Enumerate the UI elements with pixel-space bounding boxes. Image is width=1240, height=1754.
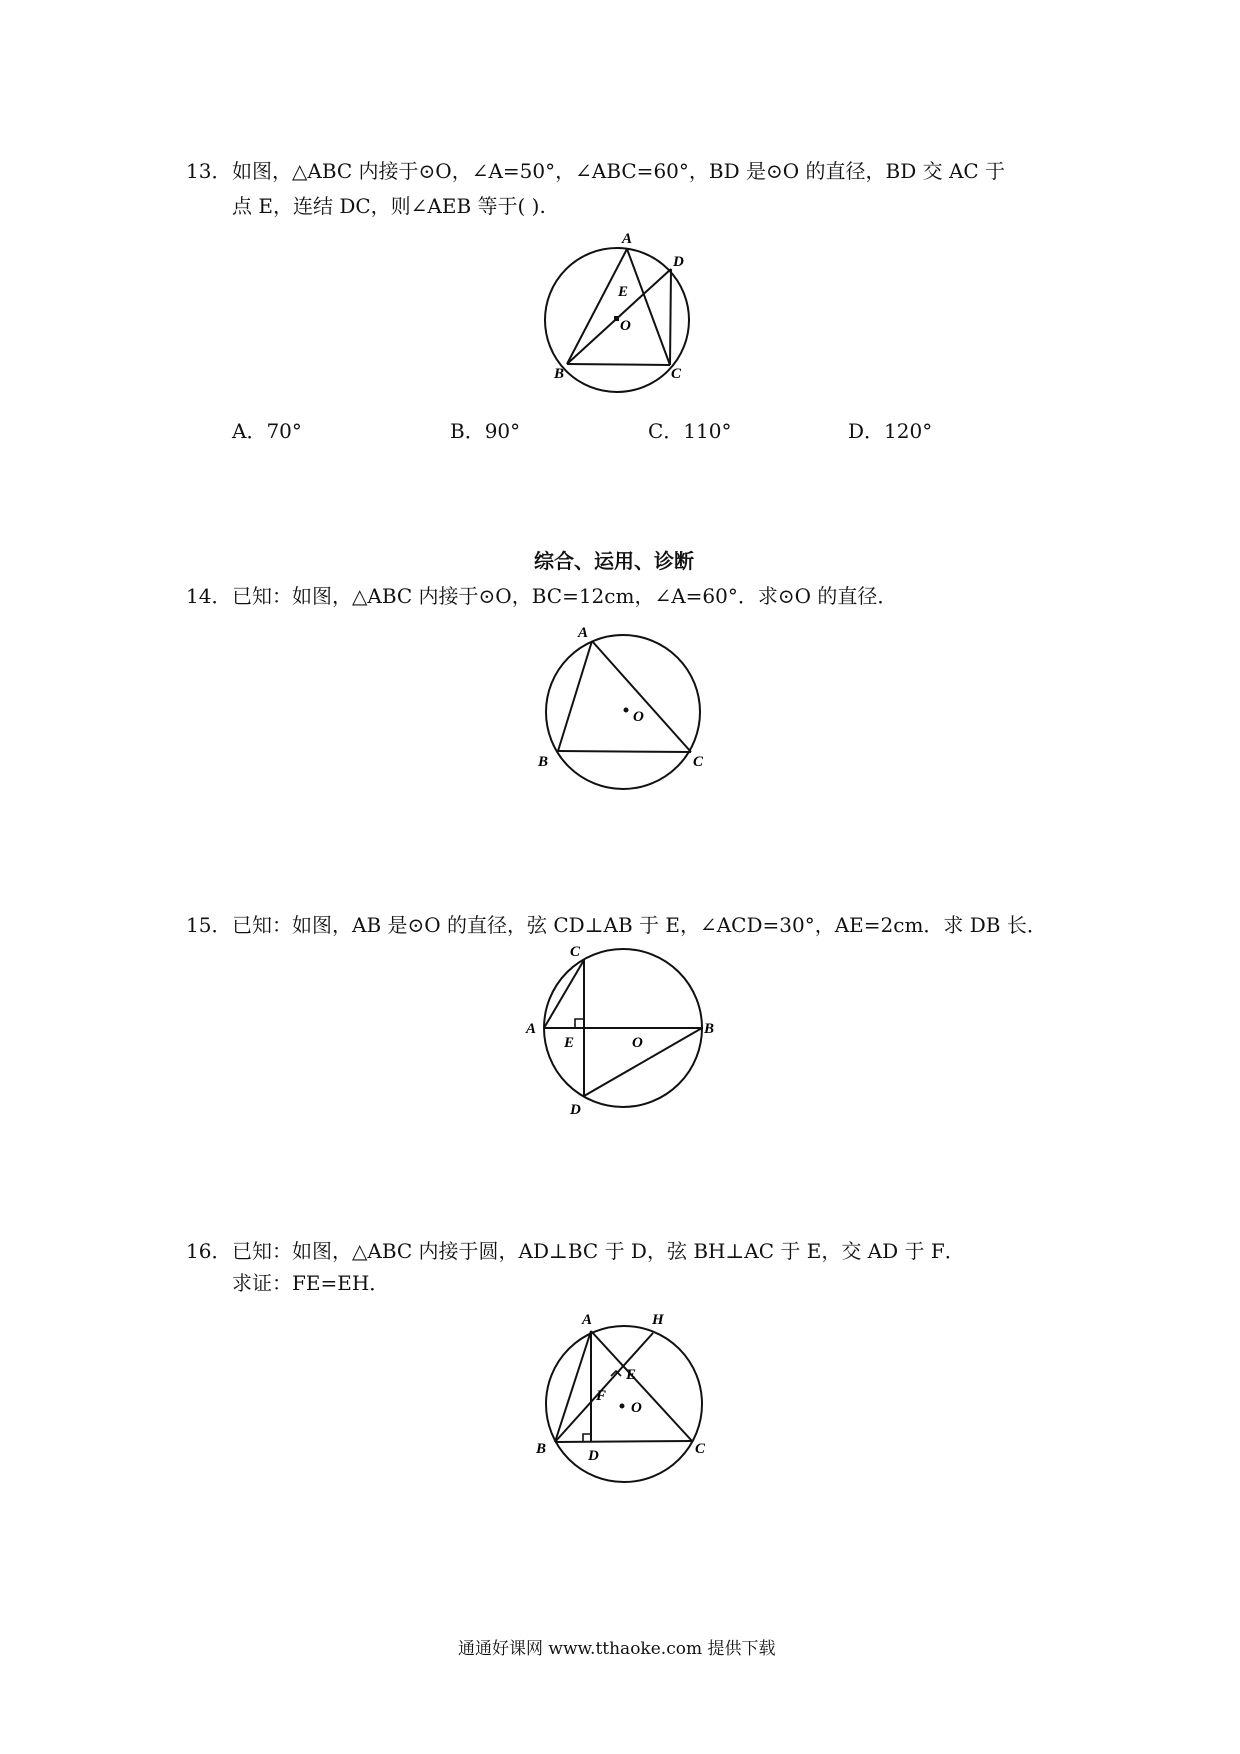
q14-segment-BC	[558, 751, 691, 752]
q16-label-C: C	[695, 1441, 706, 1457]
q13-segment-DC	[670, 269, 671, 365]
q14-label-C: C	[693, 754, 704, 770]
q13-number: 13．	[186, 159, 232, 183]
q16-segment-AB	[555, 1331, 591, 1442]
q13-label-E: E	[618, 284, 629, 300]
q13-label-A: A	[622, 231, 633, 247]
q16-label-A: A	[582, 1312, 593, 1328]
q15-label-O: O	[632, 1035, 643, 1051]
q15-label-E: E	[564, 1035, 575, 1051]
q16-label-H: H	[652, 1312, 664, 1328]
section-title: 综合、运用、诊断	[534, 549, 694, 573]
q14-segment-AB	[558, 641, 592, 751]
q15-right-angle-mark	[575, 1019, 584, 1028]
q16-label-O: O	[631, 1400, 642, 1416]
footer-text: 通通好课网 www.tthaoke.com 提供下载	[458, 1639, 776, 1659]
q16-label-B: B	[536, 1441, 547, 1457]
q13-segment-BC	[567, 364, 670, 365]
q15-label-B: B	[704, 1021, 715, 1037]
q14-center-dot	[624, 708, 629, 713]
q13-label-D: D	[673, 254, 684, 270]
q16-segment-BC	[555, 1441, 692, 1442]
q15-label-D: D	[570, 1102, 581, 1118]
q15-text-line1: 已知：如图，AB 是⊙O 的直径，弦 CD⊥AB 于 E，∠ACD=30°，AE=2cm．求 DB 长．	[232, 913, 1047, 937]
q14-text-line1: 已知：如图，△ABC 内接于⊙O，BC=12cm，∠A=60°．求⊙O 的直径．	[232, 584, 898, 608]
q13-text-line1: 如图，△ABC 内接于⊙O，∠A=50°，∠ABC=60°，BD 是⊙O 的直径，BD 交 AC 于	[232, 159, 1006, 183]
q14-label-O: O	[633, 709, 644, 725]
q13-figure	[540, 228, 720, 393]
q16-label-F: F	[596, 1388, 607, 1404]
q15-figure	[522, 940, 727, 1120]
q16-text-line1: 已知：如图，△ABC 内接于圆，AD⊥BC 于 D，弦 BH⊥AC 于 E，交 AD 于 F．	[232, 1239, 965, 1263]
q13-option-a: A．70°	[232, 419, 302, 443]
q13-label-B: B	[554, 366, 565, 382]
q14-label-B: B	[538, 754, 549, 770]
q13-segment-AB	[567, 249, 627, 364]
q15-number: 15．	[186, 913, 232, 937]
q16-center-dot	[620, 1404, 625, 1409]
q13-option-d: D．120°	[848, 419, 933, 443]
q13-option-b: B．90°	[450, 419, 521, 443]
q14-label-A: A	[578, 625, 589, 641]
q16-figure	[530, 1300, 720, 1485]
q13-option-c: C．110°	[648, 419, 732, 443]
q13-label-C: C	[671, 366, 682, 382]
q16-text-line2: 求证：FE=EH．	[232, 1271, 390, 1295]
q13-label-O: O	[620, 318, 631, 334]
q15-label-A: A	[526, 1021, 537, 1037]
q16-circle	[546, 1326, 702, 1482]
q13-text-line2: 点 E，连结 DC，则∠AEB 等于( ).	[232, 194, 546, 218]
q16-label-E: E	[626, 1367, 637, 1383]
q15-segment-DB	[584, 1028, 702, 1096]
q13-segment-AC	[627, 249, 670, 365]
q15-label-C: C	[570, 944, 581, 960]
q14-number: 14．	[186, 584, 232, 608]
q16-number: 16．	[186, 1239, 232, 1263]
q15-segment-AC	[544, 960, 584, 1028]
q14-figure	[530, 618, 720, 793]
q13-center-dot	[614, 316, 619, 321]
q16-label-D: D	[588, 1448, 599, 1464]
